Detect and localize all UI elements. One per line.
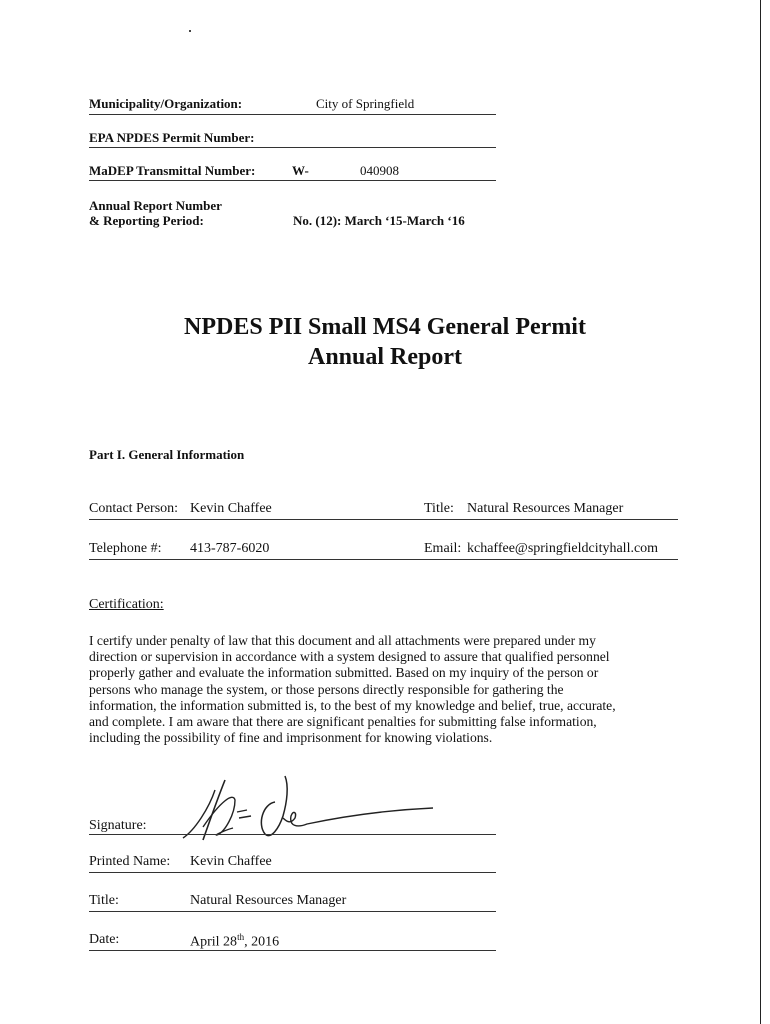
- report-title-line-2: Annual Report: [307, 344, 463, 370]
- epa-label: EPA NPDES Permit Number:: [89, 130, 255, 145]
- scan-speck: [189, 30, 191, 32]
- divider: [89, 114, 496, 115]
- signature-label: Signature:: [89, 818, 147, 833]
- madep-label: MaDEP Transmittal Number:: [89, 163, 256, 178]
- municipality-label: Municipality/Organization:: [89, 96, 243, 111]
- divider: [89, 147, 496, 148]
- certification-line: and complete. I am aware that there are significant penalties for submitting false information,: [89, 714, 597, 730]
- divider: [89, 911, 496, 912]
- page-edge-line: [760, 0, 761, 1024]
- date-value: [190, 932, 279, 951]
- divider: [89, 180, 496, 181]
- title-label: Title:: [424, 501, 454, 516]
- signoff-title-label: Title:: [89, 893, 119, 908]
- madep-prefix: W-: [292, 163, 309, 178]
- printed-name-label: Printed Name:: [89, 854, 171, 869]
- contact-label: Contact Person:: [89, 501, 179, 516]
- date-year: , 2016: [244, 934, 280, 950]
- madep-value: 040908: [360, 163, 399, 178]
- report-title-line-1: NPDES PII Small MS4 General Permit: [184, 314, 586, 340]
- section-heading: Part I. General Information: [89, 447, 245, 462]
- certification-line: persons who manage the system, or those persons directly responsible for gathering the: [89, 681, 564, 697]
- telephone-label: Telephone #:: [89, 541, 162, 556]
- certification-line: I certify under penalty of law that this document and all attachments were prepared under my: [89, 633, 596, 648]
- printed-name-value: Kevin Chaffee: [190, 854, 272, 869]
- annual-label-1: Annual Report Number: [89, 198, 222, 213]
- divider: [89, 559, 678, 560]
- date-day: April 28: [190, 934, 238, 950]
- handwritten-signature: [175, 772, 445, 847]
- signoff-title-value: Natural Resources Manager: [190, 893, 347, 908]
- signature-line: [89, 834, 496, 835]
- certification-line: direction or supervision in accordance with a system designed to assure that qualified personnel: [89, 649, 610, 665]
- telephone-value: 413-787-6020: [190, 541, 270, 556]
- certification-heading: Certification:: [89, 597, 164, 612]
- contact-value: Kevin Chaffee: [190, 501, 272, 516]
- date-label: Date:: [89, 932, 120, 947]
- title-value: Natural Resources Manager: [467, 501, 624, 516]
- certification-text: [89, 633, 679, 746]
- email-value: kchaffee@springfieldcityhall.com: [467, 541, 659, 556]
- divider: [89, 872, 496, 873]
- certification-line: properly gather and evaluate the information submitted. Based on my inquiry of the person or: [89, 665, 599, 681]
- annual-label-2: & Reporting Period:: [89, 213, 204, 228]
- certification-line: information, the information submitted is, to the best of my knowledge and belief, true, accurate,: [89, 697, 616, 713]
- annual-value: No. (12): March ‘15-March ‘16: [293, 213, 465, 228]
- certification-line: including the possibility of fine and imprisonment for knowing violations.: [89, 730, 493, 746]
- divider: [89, 519, 678, 520]
- email-label: Email:: [424, 541, 462, 556]
- municipality-value: City of Springfield: [316, 96, 415, 111]
- date-suffix: th: [237, 932, 245, 942]
- divider: [89, 950, 496, 951]
